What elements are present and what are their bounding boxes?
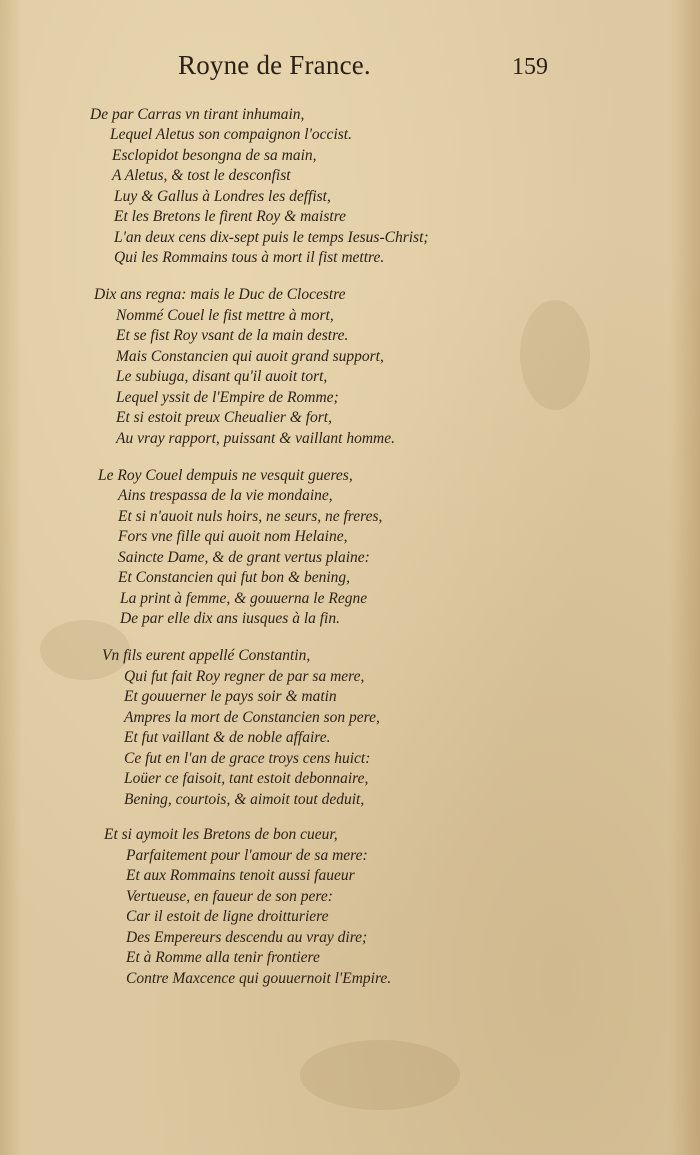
verse-line: Qui fut fait Roy regner de par sa mere, [124, 668, 365, 685]
verse-line: Et si n'auoit nuls hoirs, ne seurs, ne freres, [118, 508, 383, 525]
verse-line: La print à femme, & gouuerna le Regne [120, 590, 368, 607]
running-header-title: Royne de France. [178, 50, 371, 80]
verse-line: Et les Bretons le firent Roy & maistre [114, 208, 347, 225]
verse-line: Des Empereurs descendu au vray dire; [126, 929, 368, 946]
verse-line: Et si estoit preux Cheualier & fort, [116, 409, 332, 426]
verse-line: Car il estoit de ligne droitturiere [126, 908, 329, 925]
verse-line: Parfaitement pour l'amour de sa mere: [126, 847, 368, 864]
verse-line: Loüer ce faisoit, tant estoit debonnaire, [124, 770, 369, 787]
verse-line: Luy & Gallus à Londres les deffist, [114, 188, 331, 205]
paper-stain [520, 300, 590, 410]
verse-line: Lequel yssit de l'Empire de Romme; [116, 389, 339, 406]
paper-stain [300, 1040, 460, 1110]
verse-line: Ains trespassa de la vie mondaine, [118, 487, 333, 504]
verse-line: Et à Romme alla tenir frontiere [126, 949, 320, 966]
verse-line: Qui les Rommains tous à mort il fist mettre. [114, 249, 385, 266]
verse-line: Lequel Aletus son compaignon l'occist. [110, 126, 352, 143]
verse-line: Fors vne fille qui auoit nom Helaine, [118, 528, 348, 545]
verse-line: Et aux Rommains tenoit aussi faueur [126, 867, 355, 884]
verse-line: Et fut vaillant & de noble affaire. [124, 729, 331, 746]
verse-line: Nommé Couel le fist mettre à mort, [116, 307, 334, 324]
verse-line: De par elle dix ans iusques à la fin. [120, 610, 340, 627]
verse-line: Et gouuerner le pays soir & matin [124, 688, 337, 705]
verse-line: Ampres la mort de Constancien son pere, [124, 709, 380, 726]
verse-line: Contre Maxcence qui gouuernoit l'Empire. [126, 970, 392, 987]
verse-line: Au vray rapport, puissant & vaillant homme. [116, 430, 395, 447]
verse-line: Et se fist Roy vsant de la main destre. [116, 327, 349, 344]
verse-line: Mais Constancien qui auoit grand support, [116, 348, 384, 365]
verse-line: Le subiuga, disant qu'il auoit tort, [116, 368, 328, 385]
verse-line: Dix ans regna: mais le Duc de Clocestre [94, 286, 346, 303]
page-number: 159 [512, 54, 548, 80]
verse-line: De par Carras vn tirant inhumain, [90, 106, 305, 123]
verse-line: Le Roy Couel dempuis ne vesquit gueres, [98, 467, 353, 484]
verse-line: Vn fils eurent appellé Constantin, [102, 647, 311, 664]
verse-line: Esclopidot besongna de sa main, [112, 147, 317, 164]
verse-line: Saincte Dame, & de grant vertus plaine: [118, 549, 370, 566]
verse-line: Ce fut en l'an de grace troys cens huict: [124, 750, 371, 767]
verse-line: Et si aymoit les Bretons de bon cueur, [104, 826, 338, 843]
verse-line: A Aletus, & tost le desconfist [112, 167, 291, 184]
verse-line: Vertueuse, en faueur de son pere: [126, 888, 333, 905]
verse-line: L'an deux cens dix-sept puis le temps Iesus-Christ; [114, 229, 429, 246]
verse-line: Bening, courtois, & aimoit tout deduit, [124, 791, 365, 808]
verse-line: Et Constancien qui fut bon & bening, [118, 569, 351, 586]
